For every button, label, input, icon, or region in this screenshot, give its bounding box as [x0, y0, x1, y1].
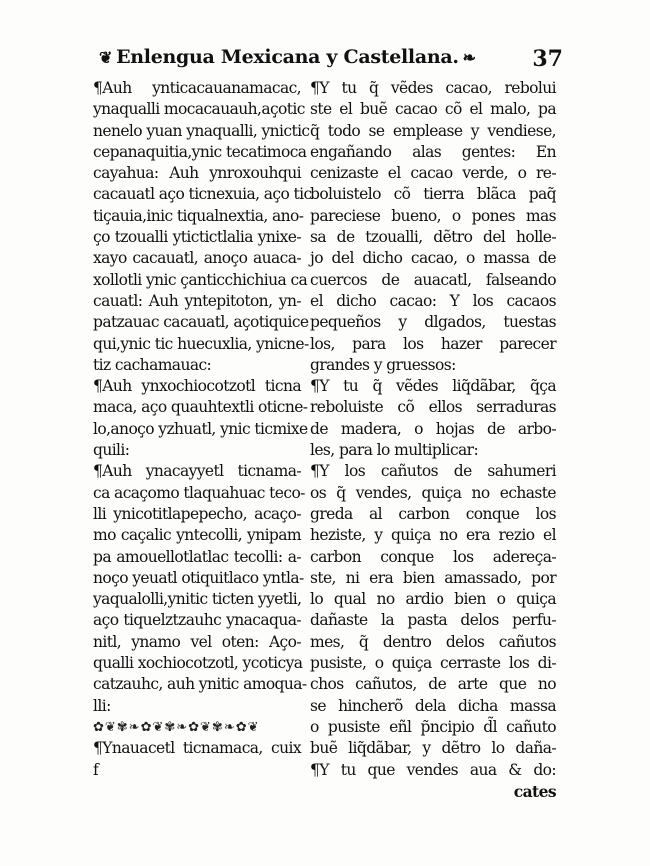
text-line: lli:	[93, 696, 111, 715]
page-number: 37	[532, 46, 563, 72]
text-line: el dicho cacao: Y los cacaos	[310, 291, 556, 310]
text-line: dañaste la pasta delos perfu-	[310, 611, 556, 630]
text-line: chos cañutos, de arte que no	[310, 675, 556, 694]
text-line: cacauatl aço ticnexuia, aço tic	[93, 185, 312, 204]
text-line: patzauac cacauatl, açotiquice	[93, 313, 309, 332]
text-line: cenizaste el cacao verde, o re-	[310, 164, 556, 183]
text-line: buẽ liq̃dãbar, y dẽtro lo daña-	[310, 739, 556, 758]
running-title: Enlengua Mexicana y Castellana.	[116, 46, 459, 68]
text-line: los, para los hazer parecer	[310, 334, 556, 353]
running-title-row	[95, 46, 480, 68]
text-line: ca acaçomo tlaquahuac teco-	[93, 483, 305, 502]
text-line: tiçauia,inic tiqualnextia, ano-	[93, 206, 304, 225]
text-line: les, para lo multiplicar:	[310, 441, 479, 460]
left-column-nahuatl	[93, 78, 312, 781]
text-line: greda al carbon conque los	[310, 504, 556, 523]
text-line: carbon conque los adereça-	[310, 547, 556, 566]
text-line: q̃ todo se emplease y vendiese,	[310, 121, 556, 140]
text-line: nitl, ynamo vel oten: Aço-	[93, 632, 301, 651]
text-line: qualli xochiocotzotl, ycoticya	[93, 654, 303, 673]
text-line: de madera, o hojas de arbo-	[310, 419, 556, 438]
text-line: sa de tzoualli, dẽtro del holle-	[310, 228, 556, 247]
text-line: xollotli ynic çanticchichiua ca	[93, 270, 308, 289]
text-line: pusiste, o quiça cerraste los di-	[310, 654, 556, 673]
text-line: catzauhc, auh ynitic amoqua-	[93, 675, 307, 694]
text-line: se hincherõ dela dicha massa	[310, 696, 556, 715]
text-line: xayo cacauatl, anoço auaca-	[93, 249, 301, 268]
fleuron-left-icon: ❦	[99, 48, 113, 67]
text-line: qui,ynic tic huecuxlia, ynicne-	[93, 334, 309, 353]
text-line: ¶Y los cañutos de sahumeri	[310, 462, 556, 481]
running-header	[95, 46, 563, 76]
catchword: cates	[513, 781, 556, 801]
text-line: f	[93, 760, 99, 779]
text-line: noço yeuatl otiquitlaco yntla-	[93, 568, 304, 587]
text-line: mo caçalic yntecolli, ynipam	[93, 526, 301, 545]
text-line: cuercos de auacatl, falseando	[310, 270, 556, 289]
text-line: os q̃ vendes, quiça no echaste	[310, 483, 556, 502]
text-line: cayahua: Auh ynroxouhqui	[93, 164, 301, 183]
text-line: lli ynicotitlapepecho, acaço-	[93, 504, 301, 523]
text-line: maca, aço quauhtextli oticne-	[93, 398, 308, 417]
text-line: aço tiquelztzauhc ynacaqua-	[93, 611, 301, 630]
text-line: ¶Y tu que vendes aua & do:	[310, 760, 556, 779]
text-line: ste el buẽ cacao cõ el malo, pa	[310, 100, 556, 119]
text-line: ¶Y tu q̃ vẽdes liq̃dãbar, q̃ça	[310, 377, 556, 396]
text-line: o pusiste eñl p̃ncipio d̃l cañuto	[310, 717, 556, 736]
text-line: ynaqualli mocacauauh,açotic	[93, 100, 305, 119]
text-line: quili:	[93, 441, 130, 460]
text-line: ¶Auh ynacayyetl ticnama-	[93, 462, 301, 481]
text-line: ¶Auh ynxochiocotzotl ticna	[93, 377, 301, 396]
right-column-spanish	[310, 78, 556, 802]
text-line: boluistelo cõ tierra blãca paq̃	[310, 185, 556, 204]
text-line: lo qual no ardio bien o quiça	[310, 590, 556, 609]
text-line: pa amouellotlatlac tecolli: a-	[93, 547, 301, 566]
text-line: pequeños y dlgados, tuestas	[310, 313, 556, 332]
text-line: ¶Auh ynticacauanamacac,	[93, 79, 301, 97]
ornament-band: ✿❦✾❧✿❦✾❧✿❦✾❧✿❦	[93, 719, 260, 735]
text-line: ço tzoualli ytictictlalia ynixe-	[93, 228, 301, 247]
fleuron-right-icon: ❧	[462, 48, 476, 67]
text-line: mes, q̃ dentro delos cañutos	[310, 632, 556, 651]
text-line: lo,anoço yzhuatl, ynic ticmixe	[93, 419, 308, 438]
text-line: yaqualolli,ynitic ticten yyetli,	[93, 590, 302, 609]
text-line: reboluiste cõ ellos serraduras	[310, 398, 556, 417]
text-line: jo del dicho cacao, o massa de	[310, 249, 556, 268]
text-line: tiz cachamauac:	[93, 355, 212, 374]
text-line: nenelo yuan ynaqualli, ynictic	[93, 121, 310, 140]
text-line: ¶Ynauacetl ticnamaca, cuix	[93, 739, 301, 758]
text-line: heziste, y quiça no era rezio el	[310, 526, 556, 545]
text-line: engañando alas gentes: En	[310, 142, 556, 161]
text-line: pareciese bueno, o pones mas	[310, 206, 556, 225]
text-line: cauatl: Auh yntepitoton, yn-	[93, 291, 301, 310]
text-line: ¶Y tu q̃ vẽdes cacao, rebolui	[310, 79, 556, 97]
text-line: ste, ni era bien amassado, por	[310, 568, 556, 587]
text-line: cepanaquitia,ynic tecatimoca	[93, 142, 307, 161]
text-line: grandes y gruessos:	[310, 355, 456, 374]
